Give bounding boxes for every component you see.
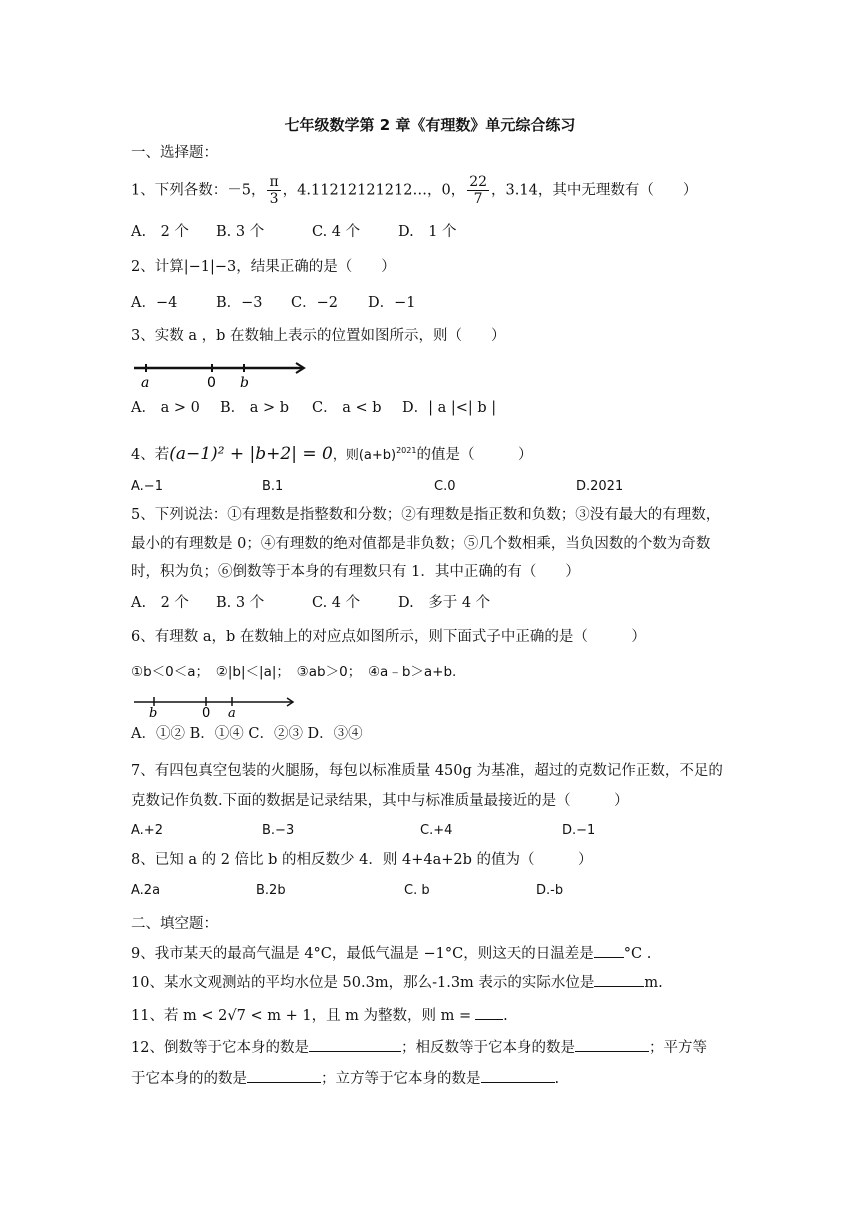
q6-axis-label-a: a [228, 706, 236, 721]
q8-option-a: A.2a [131, 883, 161, 898]
question-5-line-2: 最小的有理数是 0；④有理数的绝对值都是非负数；⑤几个数相乘，当负因数的个数为奇数 [131, 536, 711, 552]
q7-option-c: C.+4 [420, 823, 453, 838]
q5-option-b: B. 3 个 [216, 595, 265, 611]
q4-option-d: D.2021 [576, 479, 624, 494]
section-fill-heading: 二、填空题： [131, 916, 218, 932]
q9-text-pre: 9、我市某天的最高气温是 4°C，最低气温是 −1°C，则这天的日温差是 [131, 946, 594, 962]
q12-blank-opposite[interactable] [575, 1037, 649, 1052]
q12-text-c: ；平方等 [648, 1040, 707, 1056]
q12-blank-reciprocal[interactable] [309, 1037, 401, 1052]
question-9 [131, 943, 651, 964]
q4-text-pre: 4、若 [131, 446, 170, 463]
q8-option-b: B.2b [256, 883, 286, 898]
q4-text-post2: 的值是（ ） [416, 446, 533, 463]
q7-option-d: D.−1 [562, 823, 596, 838]
q4-option-b: B.1 [262, 479, 284, 494]
q3-axis-label-b: b [240, 375, 249, 391]
q11-text-pre: 11、若 m < 2√7 < m + 1，且 m 为整数，则 m = [131, 1008, 472, 1024]
question-5-line-1: 5、下列说法：①有理数是指整数和分数；②有理数是指正数和负数；③没有最大的有理数， [131, 507, 721, 523]
q8-option-c: C. b [404, 883, 430, 898]
q1-text-pre: 1、下列各数：－5， [131, 182, 266, 199]
q10-text-post: m. [644, 975, 663, 991]
q12-text-b: ；相反数等于它本身的数是 [400, 1040, 575, 1056]
question-3: 3、实数 a ，b 在数轴上表示的位置如图所示，则（ ） [131, 328, 506, 344]
question-12-line-1 [131, 1037, 707, 1058]
q9-text-post: °C . [623, 946, 652, 962]
q1-text-post: ，3.14，其中无理数有（ ） [491, 182, 698, 199]
section-choice-heading: 一、选择题： [131, 145, 218, 161]
question-5-line-3: 时，积为负；⑥倒数等于本身的有理数只有 1．其中正确的有（ ） [131, 564, 580, 580]
q6-axis-label-0: 0 [202, 706, 211, 721]
q7-option-b: B.−3 [262, 823, 295, 838]
q2-option-d: D．−1 [368, 295, 416, 311]
q10-answer-blank[interactable] [594, 972, 644, 987]
q6-axis-label-b: b [149, 706, 158, 721]
q12-text-d: 于它本身的的数是 [131, 1071, 247, 1087]
q6-statements: ①b＜0＜a； ②|b|＜|a|； ③ab＞0； ④a﹣b＞a+b. [131, 664, 457, 680]
q4-option-c: C.0 [434, 479, 456, 494]
question-2: 2、计算|−1|−3，结果正确的是（ ） [131, 259, 396, 275]
q1-pi-numerator: π [269, 174, 279, 190]
q1-text-mid: ，4.11212121212…，0， [282, 182, 466, 199]
q2-option-b: B．−3 [216, 295, 263, 311]
q12-blank-cube[interactable] [481, 1068, 555, 1083]
q2-option-c: C．−2 [291, 295, 338, 311]
question-4 [131, 441, 532, 466]
q1-frac-numerator: 22 [469, 174, 488, 190]
q5-option-d: D. 多于 4 个 [398, 595, 491, 611]
q4-formula: (a−1)² + |b+2| = 0 [169, 443, 333, 464]
q1-option-c: C. 4 个 [312, 224, 361, 240]
question-8: 8、已知 a 的 2 倍比 b 的相反数少 4．则 4+4a+2b 的值为（ ） [131, 852, 593, 868]
q12-text-e: ；立方等于它本身的数是 [321, 1071, 481, 1087]
q6-number-line [132, 692, 302, 722]
q3-axis-label-a: a [141, 375, 150, 391]
question-7-line-2: 克数记作负数.下面的数据是记录结果，其中与标准质量最接近的是（ ） [131, 793, 629, 809]
q4-exponent: 2021 [396, 446, 417, 455]
q8-option-d: D.-b [536, 883, 564, 898]
q9-answer-blank[interactable] [594, 943, 624, 958]
q1-option-a: A. 2 个 [131, 224, 189, 240]
q6-options: A．①② B．①④ C．②③ D．③④ [131, 726, 363, 742]
q3-option-b: B． a > b [220, 400, 290, 416]
q5-option-a: A. 2 个 [131, 595, 189, 611]
q12-text-a: 12、倒数等于它本身的数是 [131, 1040, 309, 1056]
q12-blank-square[interactable] [247, 1068, 321, 1083]
q3-axis-label-0: 0 [207, 375, 216, 391]
question-11 [131, 1005, 508, 1026]
q1-option-d: D. 1 个 [398, 224, 457, 240]
q3-number-line [132, 358, 312, 392]
question-1 [131, 174, 697, 207]
q10-text-pre: 10、某水文观测站的平均水位是 50.3m，那么-1.3m 表示的实际水位是 [131, 975, 595, 991]
q2-option-a: A．−4 [131, 295, 178, 311]
fraction-22-over-7 [467, 174, 489, 207]
q7-option-a: A.+2 [131, 823, 163, 838]
q4-text-post: ，则(a+b) [332, 447, 397, 463]
q4-option-a: A.−1 [131, 479, 163, 494]
q3-option-a: A． a > 0 [131, 400, 200, 416]
q11-text-post: . [503, 1008, 508, 1024]
question-7-line-1: 7、有四包真空包装的火腿肠，每包以标准质量 450g 为基准，超过的克数记作正数，不足的 [131, 763, 723, 779]
q3-option-d: D．| a |<| b | [402, 400, 497, 416]
q1-pi-denominator: 3 [269, 191, 279, 207]
q5-option-c: C. 4 个 [312, 595, 361, 611]
q1-frac-denominator: 7 [473, 191, 483, 207]
question-12-line-2 [131, 1068, 559, 1089]
q1-option-b: B. 3 个 [216, 224, 265, 240]
q3-option-c: C． a < b [312, 400, 382, 416]
fraction-pi-over-3 [267, 174, 280, 207]
question-6: 6、有理数 a，b 在数轴上的对应点如图所示，则下面式子中正确的是（ ） [131, 629, 646, 645]
question-10 [131, 972, 663, 993]
page-title: 七年级数学第 2 章《有理数》单元综合练习 [284, 116, 576, 134]
q12-text-f: . [554, 1071, 560, 1087]
q11-answer-blank[interactable] [475, 1005, 503, 1020]
